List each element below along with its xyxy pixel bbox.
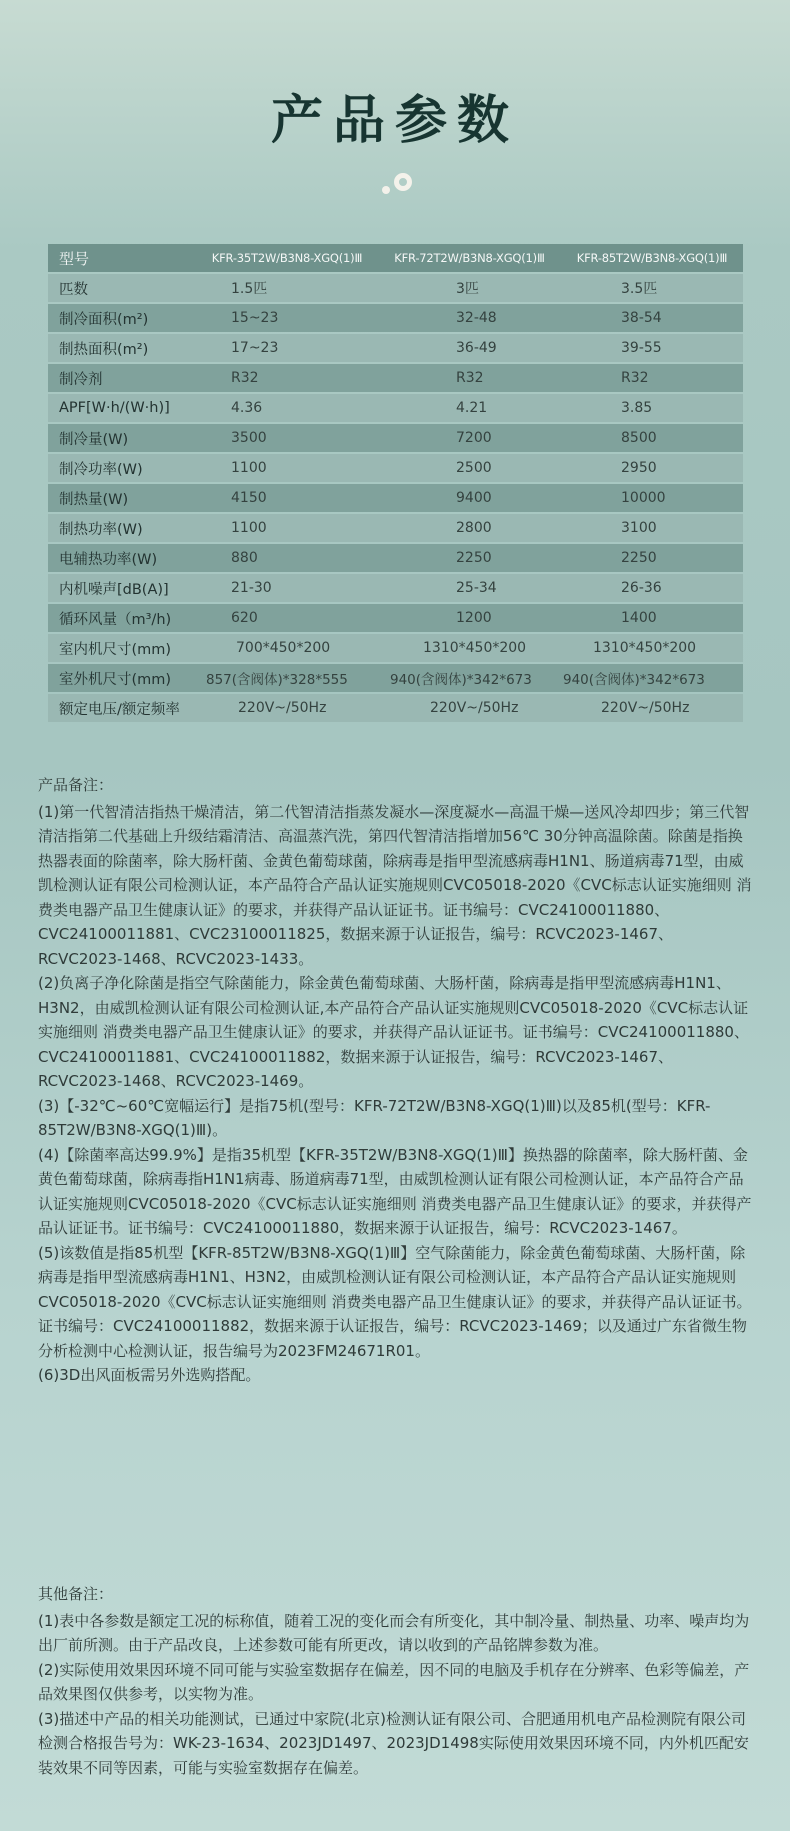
table-cell: 1100 [196,454,378,482]
table-cell: 220V~/50Hz [196,694,378,722]
row-label: APF[W·h/(W·h)] [48,394,196,422]
table-cell: 1200 [378,604,561,632]
table-cell: 857(含阀体)*328*555 [196,664,378,692]
product-note-item: (1)第一代智清洁指热干燥清洁，第二代智清洁指蒸发凝水—深度凝水—高温干燥—送风冷却四步；第三代智清洁指第二代基础上升级结霜清洁、高温蒸汽洗，第四代智清洁指增加56℃ 30分钟高温除菌。除菌是指换热器表面的除菌率，除大肠杆菌、金黄色葡萄球菌，除病毒是指甲型流感病毒H1N1、肠道病毒71型，由威凯检测认证有限公司检测认证，本产品符合产品认证实施规则CVC05018-2020《CVC标志认证实施细则 消费类电器产品卫生健康认证》的要求，并获得产品认证证书。证书编号：CVC24100011880、CVC24100011881、CVC23100011825，数据来源于认证报告，编号：RCVC2023-1467、RCVC2023-1468、RCVC2023-1433。 [38,802,752,968]
table-cell: 26-36 [561,574,743,602]
table-cell: 2250 [378,544,561,572]
table-cell: 3100 [561,514,743,542]
spec-table-body [48,274,743,722]
row-label: 循环风量（m³/h) [48,604,196,632]
other-notes [38,1582,756,1780]
table-row [48,304,743,332]
product-note-item: (2)负离子净化除菌是指空气除菌能力，除金黄色葡萄球菌、大肠杆菌，除病毒是指甲型流感病毒H1N1、H3N2，由威凯检测认证有限公司检测认证,本产品符合产品认证实施规则CVC05018-2020《CVC标志认证实施细则 消费类电器产品卫生健康认证》的要求，并获得产品认证证书。证书编号：CVC24100011880、CVC24100011881、CVC24100011882，数据来源于认证报告，编号：RCVC2023-1467、RCVC2023-1468、RCVC2023-1469。 [38,974,749,1090]
product-notes [38,773,756,1388]
table-cell: 880 [196,544,378,572]
table-row [48,484,743,512]
table-row [48,574,743,602]
product-note-item: (4)【除菌率高达99.9%】是指35机型【KFR-35T2W/B3N8-XGQ(1)Ⅲ】换热器的除菌率，除大肠杆菌、金黄色葡萄球菌，除病毒指H1N1病毒、肠道病毒71型，由威凯检测认证有限公司检测认证，本产品符合产品认证实施规则CVC05018-2020《CVC标志认证实施细则 消费类电器产品卫生健康认证》的要求，并获得产品认证证书。证书编号：CVC24100011880，数据来源于认证报告，编号：RCVC2023-1467。 [38,1145,752,1237]
table-cell: R32 [561,364,743,392]
table-cell: 8500 [561,424,743,452]
row-label: 制冷剂 [48,364,196,392]
table-cell: 38-54 [561,304,743,332]
table-cell: 2800 [378,514,561,542]
table-cell: 700*450*200 [196,634,378,662]
table-cell: 220V~/50Hz [378,694,561,722]
table-header-row [48,244,743,272]
table-cell: 21-30 [196,574,378,602]
other-note-item: (3)描述中产品的相关功能测试，已通过中家院(北京)检测认证有限公司、合肥通用机电产品检测院有限公司检测合格报告号为：WK-23-1634、2023JD1497、2023JD1498实际使用效果因环境不同，内外机匹配安装效果不同等因素，可能与实验室数据存在偏差。 [38,1709,749,1777]
row-label: 室外机尺寸(mm) [48,664,196,692]
row-label: 制热量(W) [48,484,196,512]
other-notes-heading: 其他备注： [38,1585,114,1603]
table-row [48,364,743,392]
header-model-label: 型号 [48,244,196,272]
header-model-35: KFR-35T2W/B3N8-XGQ(1)Ⅲ [196,244,378,272]
table-cell: 10000 [561,484,743,512]
table-cell: 2950 [561,454,743,482]
product-note-item: (5)该数值是指85机型【KFR-85T2W/B3N8-XGQ(1)Ⅲ】空气除菌能力，除金黄色葡萄球菌、大肠杆菌，除病毒是指甲型流感病毒H1N1、H3N2，由威凯检测认证有限公司检测认证，本产品符合产品认证实施规则CVC05018-2020《CVC标志认证实施细则 消费类电器产品卫生健康认证》的要求，并获得产品认证证书。证书编号：CVC24100011882，数据来源于认证报告，编号：RCVC2023-1469；以及通过广东省微生物分析检测中心检测认证，报告编号为2023FM24671R01。 [38,1243,752,1360]
page-title: 产品参数 [270,91,519,151]
table-cell: 4.36 [196,394,378,422]
table-cell: R32 [196,364,378,392]
product-note-item: (3)【-32℃~60℃宽幅运行】是指75机(型号：KFR-72T2W/B3N8-XGQ(1)Ⅲ)以及85机(型号：KFR-85T2W/B3N8-XGQ(1)Ⅲ)。 [38,1096,711,1139]
table-cell: R32 [378,364,561,392]
table-cell: 32-48 [378,304,561,332]
table-cell: 36-49 [378,334,561,362]
table-cell: 9400 [378,484,561,512]
product-note-item: (6)3D出风面板需另外选购搭配。 [38,1366,261,1384]
table-cell: 940(含阀体)*342*673 [561,664,743,692]
other-note-item: (2)实际使用效果因环境不同可能与实验室数据存在偏差，因不同的电脑及手机存在分辨率、色彩等偏差，产品效果图仅供参考，以实物为准。 [38,1660,750,1703]
table-cell: 39-55 [561,334,743,362]
row-label: 额定电压/额定频率 [48,694,196,722]
row-label: 制冷面积(m²) [48,304,196,332]
table-cell: 25-34 [378,574,561,602]
table-cell: 17~23 [196,334,378,362]
table-row [48,394,743,422]
table-cell: 1310*450*200 [561,634,743,662]
row-label: 内机噪声[dB(A)] [48,574,196,602]
table-cell: 7200 [378,424,561,452]
table-row [48,634,743,662]
table-cell: 3500 [196,424,378,452]
row-label: 电辅热功率(W) [48,544,196,572]
other-note-item: (1)表中各参数是额定工况的标称值，随着工况的变化而会有所变化，其中制冷量、制热量、功率、噪声均为出厂前所测。由于产品改良，上述参数可能有所更改，请以收到的产品铭牌参数为准。 [38,1611,750,1654]
row-label: 制冷量(W) [48,424,196,452]
table-cell: 1400 [561,604,743,632]
table-cell: 2500 [378,454,561,482]
table-cell: 4.21 [378,394,561,422]
table-cell: 220V~/50Hz [561,694,743,722]
row-label: 匹数 [48,274,196,302]
table-cell: 620 [196,604,378,632]
row-label: 制冷功率(W) [48,454,196,482]
table-row [48,454,743,482]
table-cell: 15~23 [196,304,378,332]
table-cell: 3匹 [378,274,561,302]
table-cell: 1100 [196,514,378,542]
header-model-85: KFR-85T2W/B3N8-XGQ(1)Ⅲ [561,244,743,272]
table-cell: 3.5匹 [561,274,743,302]
row-label: 室内机尺寸(mm) [48,634,196,662]
row-label: 制热面积(m²) [48,334,196,362]
dot-icon [382,186,390,194]
table-cell: 4150 [196,484,378,512]
table-row [48,544,743,572]
table-row [48,334,743,362]
table-cell: 1310*450*200 [378,634,561,662]
table-cell: 1.5匹 [196,274,378,302]
table-row [48,604,743,632]
ring-icon [394,173,412,191]
decorative-dots-icon [382,172,422,198]
table-row [48,274,743,302]
table-cell: 2250 [561,544,743,572]
table-row [48,694,743,722]
spec-table [48,242,743,724]
table-cell: 940(含阀体)*342*673 [378,664,561,692]
table-row [48,514,743,542]
header-model-72: KFR-72T2W/B3N8-XGQ(1)Ⅲ [378,244,561,272]
table-cell: 3.85 [561,394,743,422]
table-row [48,664,743,692]
product-notes-heading: 产品备注： [38,776,114,794]
table-row [48,424,743,452]
row-label: 制热功率(W) [48,514,196,542]
